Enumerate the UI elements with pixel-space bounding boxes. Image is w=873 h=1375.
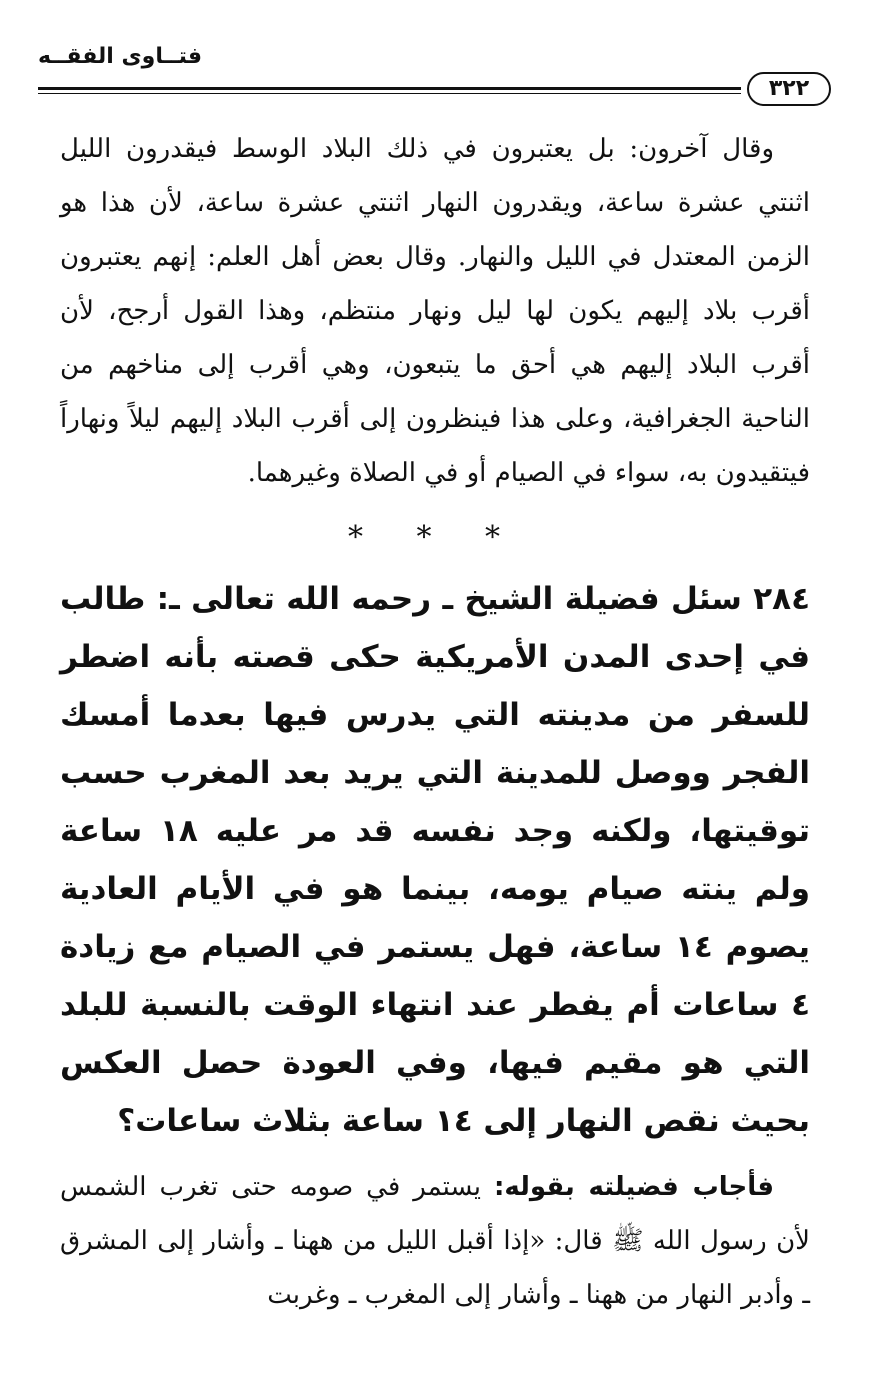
paragraph-previous-fatwa [60,122,810,500]
page-header [38,42,831,112]
paragraph-text: وقال آخرون: بل يعتبرون في ذلك البلاد الوسط فيقدرون الليل اثنتي عشرة ساعة، ويقدرون النهار اثنتي عشرة ساعة، لأن هذا هو الزمن المعتدل في الليل والنهار. وقال بعض أهل العلم: إنهم يعتبرون أقرب بلاد إليهم يكون لها ليل ونهار منتظم، وهذا القول أرجح، لأن أقرب البلاد إليهم هي أحق ما يتبعون، وهي أقرب إلى مناخهم من الناحية الجغرافية، وعلى هذا فينظرون إلى أقرب البلاد إليهم ليلاً ونهاراً فيتقيدون به، سواء في الصيام أو في الصلاة وغيرهما. [60,134,810,488]
header-rule-thick [38,87,741,90]
section-separator: * * * [347,520,523,555]
running-title: فتــاوى الفقــه [38,44,203,69]
page-body [60,122,810,1322]
question-paragraph: ٢٨٤ سئل فضيلة الشيخ ـ رحمه الله تعالى ـ: طالب في إحدى المدن الأمريكية حكى قصته بأنه اضطر للسفر من مدينته التي يدرس فيها بعدما أمسك الفجر ووصل للمدينة التي يريد بعد المغرب حسب توقيتها، ولكنه وجد نفسه قد مر عليه ١٨ ساعة ولم ينته صيام يومه، بينما هو في الأيام العادية يصوم ١٤ ساعة، فهل يستمر في الصيام مع زيادة ٤ ساعات أم يفطر عند انتهاء الوقت بالنسبة للبلد التي هو مقيم فيها، وفي العودة حصل العكس بحيث نقص النهار إلى ١٤ ساعة بثلاث ساعات؟ [60,581,810,1139]
answer-text: يستمر في صومه حتى تغرب الشمس لأن رسول الله ﷺ قال: «إذا أقبل الليل من ههنا ـ وأشار إلى المشرق ـ وأدبر النهار من ههنا ـ وأشار إلى المغرب ـ وغربت [60,1172,810,1310]
header-rule-thin [38,93,741,94]
page-number: ٣٢٢ [747,72,831,106]
answer-lead: فأجاب فضيلته بقوله: [494,1172,774,1202]
answer-paragraph [60,1160,810,1322]
